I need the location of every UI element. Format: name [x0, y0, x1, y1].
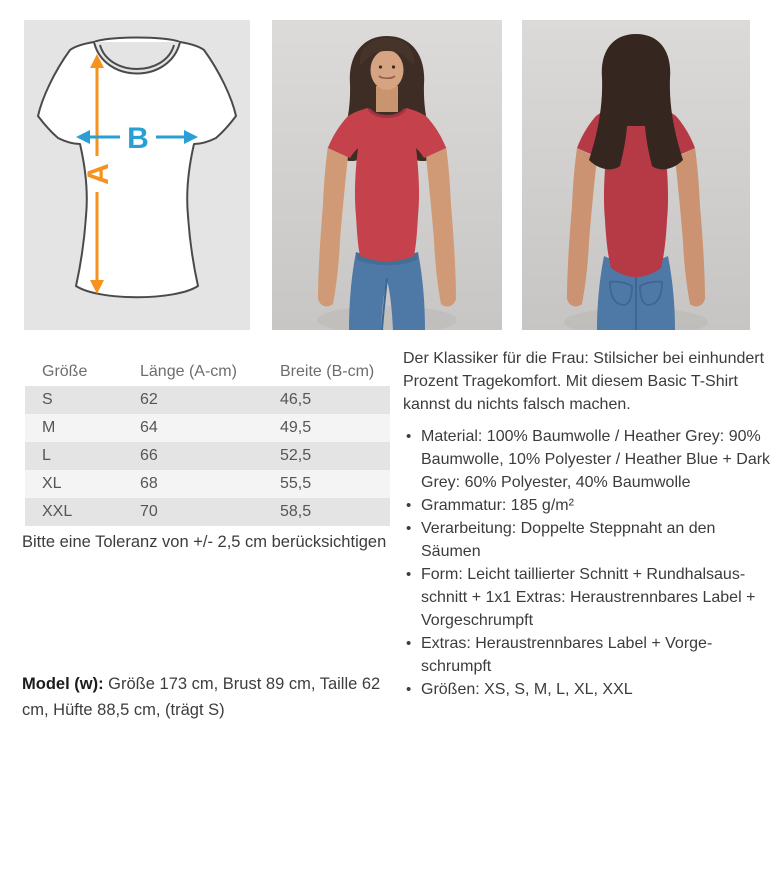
bullet-verarbeitung: • Verarbeitung: Doppelte Steppnaht an den Säumen: [403, 517, 771, 563]
label-b: B: [127, 122, 149, 155]
cell-size: S: [42, 391, 53, 408]
bullet-grammatur: • Grammatur: 185 g/m²: [403, 494, 771, 517]
model-measurements-text: Größe 173 cm, Brust 89 cm, Taille 62 cm, Hüfte 88,5 cm, (trägt S): [22, 675, 381, 719]
model-measurements: [22, 671, 402, 723]
tolerance-note: Bitte eine Toleranz von +/- 2,5 cm berücksichtigen: [22, 533, 387, 551]
bullet-form: • Form: Leicht taillierter Schnitt + Rundhalsausschnitt + 1x1 Extras: Heraustrennbares Label + Vorgeschrumpft: [403, 563, 771, 632]
cell-width: 55,5: [280, 475, 312, 492]
cell-size: L: [42, 447, 51, 464]
cell-size: XXL: [42, 503, 73, 520]
cell-width: 52,5: [280, 447, 312, 464]
table-row: [25, 442, 390, 470]
model-front-photo: [272, 20, 502, 330]
label-a: A: [82, 163, 115, 185]
cell-size: M: [42, 419, 56, 436]
description-bullet-list: [403, 425, 771, 701]
cell-width: 49,5: [280, 419, 312, 436]
cell-width: 58,5: [280, 503, 312, 520]
table-row: [25, 470, 390, 498]
cell-length: 62: [140, 391, 158, 408]
size-table: [25, 358, 390, 526]
bullet-groessen: • Größen: XS, S, M, L, XL, XXL: [403, 678, 771, 701]
description-intro: Der Klassiker für die Frau: Stilsicher bei einhundert Prozent Tragekomfort. Mit diesem Basic T-Shirt kannst du nichts falsch machen.: [403, 350, 765, 413]
col-header-size: Größe: [42, 363, 88, 380]
cell-size: XL: [42, 475, 62, 492]
bullet-material: • Material: 100% Baumwolle / Heather Grey: 90% Baumwolle, 10% Polyester / Heather Blue + Dark Grey: 60% Polyester, 40% Baumwolle: [403, 425, 771, 494]
col-header-length: Länge (A-cm): [140, 363, 237, 380]
bullet-extras: • Extras: Heraustrennbares Label + Vorgeschrumpft: [403, 632, 771, 678]
cell-length: 66: [140, 447, 158, 464]
cell-length: 64: [140, 419, 158, 436]
cell-length: 68: [140, 475, 158, 492]
table-row: [25, 498, 390, 526]
cell-width: 46,5: [280, 391, 312, 408]
tshirt-measurement-diagram-icon: [24, 20, 250, 330]
product-description: [403, 347, 771, 701]
size-table-header-row: [25, 358, 390, 386]
size-diagram-image: [24, 20, 250, 330]
model-back-photo: [522, 20, 750, 330]
model-measurements-label: Model (w):: [22, 675, 104, 693]
model-back-illustration: [522, 20, 750, 330]
model-front-illustration: [272, 20, 502, 330]
table-row: [25, 414, 390, 442]
cell-length: 70: [140, 503, 158, 520]
col-header-width: Breite (B-cm): [280, 363, 375, 380]
table-row: [25, 386, 390, 414]
